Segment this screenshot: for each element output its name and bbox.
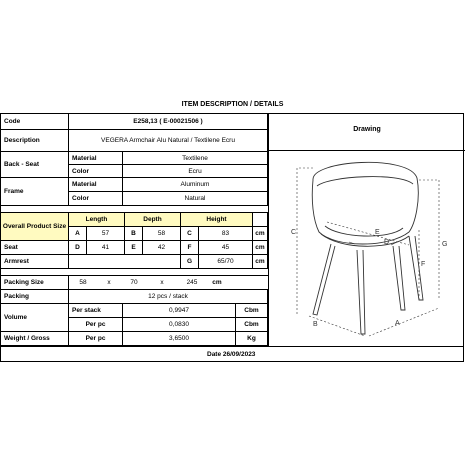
label-a: A	[395, 320, 400, 327]
key-d: D	[69, 241, 87, 255]
label-c: C	[291, 229, 297, 236]
packing-label: Packing	[1, 290, 69, 304]
armrest-label: Armrest	[1, 255, 69, 269]
label-g: G	[442, 241, 448, 248]
armrest-empty	[69, 255, 181, 269]
key-g: G	[181, 255, 199, 269]
length-header: Length	[69, 213, 125, 227]
code-label: Code	[1, 114, 69, 130]
spacer-row	[1, 206, 268, 213]
weight-unit: Kg	[236, 332, 268, 346]
back-seat-color-label: Color	[69, 165, 123, 178]
label-b: B	[313, 321, 318, 328]
volume-per-pc: 0,0830	[123, 318, 236, 332]
packing-size-unit: cm	[212, 279, 222, 286]
key-b: B	[125, 227, 143, 241]
volume-pc-unit: Cbm	[236, 318, 268, 332]
frame-material-label: Material	[69, 178, 123, 192]
seat-depth: 42	[143, 241, 181, 255]
weight-per-pc: 3,6500	[123, 332, 236, 346]
details-table	[1, 114, 268, 361]
weight-label: Weight / Gross	[1, 332, 69, 346]
frame-label: Frame	[1, 178, 69, 206]
unit-header	[253, 213, 268, 227]
packing-width: 70	[130, 279, 138, 286]
volume-per-stack-label: Per stack	[69, 304, 123, 318]
packing-size-row	[69, 276, 268, 290]
armrest-unit: cm	[253, 255, 268, 269]
code-value: E258,13 ( E-00021506 )	[69, 114, 268, 130]
back-seat-material: Textilene	[123, 152, 268, 165]
frame-color: Natural	[123, 192, 268, 206]
spacer-row-2	[1, 269, 268, 276]
packing-size-label: Packing Size	[1, 276, 69, 290]
packing-length: 58	[79, 279, 87, 286]
overall-size-label: Overall Product Size	[1, 213, 69, 241]
packing-height: 245	[186, 279, 198, 286]
seat-height: 45	[199, 241, 253, 255]
description-value: VEGERA Armchair Alu Natural / Textilene Ecru	[69, 130, 268, 152]
volume-label: Volume	[1, 304, 69, 332]
key-e: E	[125, 241, 143, 255]
overall-depth: 58	[143, 227, 181, 241]
page-title: ITEM DESCRIPTION / DETAILS	[181, 101, 284, 108]
frame-material: Aluminum	[123, 178, 268, 192]
frame-color-label: Color	[69, 192, 123, 206]
volume-stack-unit: Cbm	[236, 304, 268, 318]
armrest-height: 65/70	[199, 255, 253, 269]
date-label: Date 26/09/2023	[1, 346, 463, 361]
label-f: F	[421, 261, 426, 268]
drawing-panel	[268, 114, 465, 361]
details-sheet	[0, 113, 464, 362]
packing-value: 12 pcs / stack	[69, 290, 268, 304]
back-seat-label: Back - Seat	[1, 152, 69, 178]
packing-x-2: x	[160, 279, 164, 286]
seat-length: 41	[87, 241, 125, 255]
description-label: Description	[1, 130, 69, 152]
back-seat-material-label: Material	[69, 152, 123, 165]
weight-per-pc-label: Per pc	[69, 332, 123, 346]
seat-unit: cm	[253, 241, 268, 255]
volume-per-pc-label: Per pc	[69, 318, 123, 332]
overall-height: 83	[199, 227, 253, 241]
overall-unit: cm	[253, 227, 268, 241]
volume-per-stack: 0,9947	[123, 304, 236, 318]
depth-header: Depth	[125, 213, 181, 227]
height-header: Height	[181, 213, 253, 227]
seat-label: Seat	[1, 241, 69, 255]
label-d: D	[384, 239, 390, 246]
key-a: A	[69, 227, 87, 241]
packing-x-1: x	[107, 279, 111, 286]
label-e: E	[375, 229, 380, 236]
drawing-title: Drawing	[353, 126, 381, 133]
key-c: C	[181, 227, 199, 241]
overall-length: 57	[87, 227, 125, 241]
back-seat-color: Ecru	[123, 165, 268, 178]
key-f: F	[181, 241, 199, 255]
chair-drawing	[269, 150, 465, 346]
